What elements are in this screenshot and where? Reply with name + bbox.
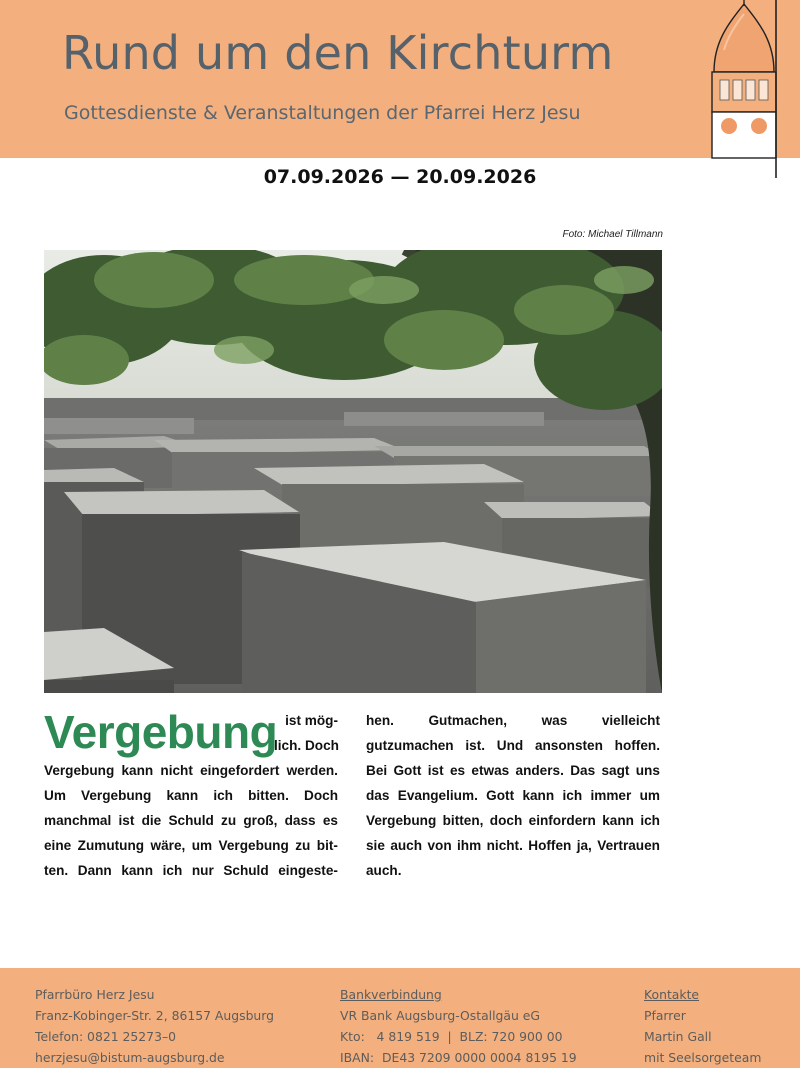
bank-heading: Bankverbindung [340, 987, 442, 1002]
article-line: sie auch von ihm nicht. Hoffen ja, Vertrauen [366, 838, 660, 853]
article-line: lich. Doch [274, 738, 339, 753]
office-phone: Telefon: 0821 25273–0 [35, 1029, 177, 1044]
article-line: ist mög- [285, 713, 338, 728]
article-line: auch. [366, 863, 402, 878]
footer-office [35, 984, 274, 1068]
office-title: Pfarrbüro Herz Jesu [35, 987, 155, 1002]
footer-bank [340, 984, 577, 1068]
article-keyword: Vergebung [44, 706, 278, 758]
article-lead [44, 708, 338, 758]
contact-team: mit Seelsorgeteam [644, 1050, 762, 1065]
contacts-heading: Kontakte [644, 987, 700, 1002]
stone-memorial-photo [44, 250, 662, 693]
article-line: ten. Dann kann ich nur Schuld eingeste- [44, 863, 338, 878]
bank-iban: IBAN: DE43 7209 0000 0004 8195 19 [340, 1050, 577, 1065]
article-line: manchmal ist die Schuld zu groß, dass es [44, 813, 338, 828]
page-title: Rund um den Kirchturm [62, 26, 614, 80]
article-line: Um Vergebung kann ich bitten. Doch [44, 788, 338, 803]
date-range: 07.09.2026 — 20.09.2026 [263, 166, 537, 188]
article-column-2 [366, 708, 660, 883]
article-column-1 [44, 708, 338, 883]
article-line: gutzumachen ist. Und ansonsten hoffen. [366, 738, 660, 753]
article-line: hen. Gutmachen, was vielleicht [366, 713, 660, 728]
bank-account: Kto: 4 819 519 | BLZ: 720 900 00 [340, 1029, 563, 1044]
article-line: das Evangelium. Gott kann ich immer um [366, 788, 660, 803]
article-line: Vergebung bitten, doch einfordern kann ich [366, 813, 660, 828]
church-tower-icon [700, 0, 790, 180]
office-email-link[interactable]: herzjesu@bistum-augsburg.de [35, 1050, 225, 1065]
contact-role: Pfarrer [644, 1008, 686, 1023]
contact-name: Martin Gall [644, 1029, 712, 1044]
article-line: Vergebung kann nicht eingefordert werden. [44, 763, 338, 778]
footer-contacts [644, 984, 761, 1068]
header-banner [0, 0, 800, 158]
bank-name: VR Bank Augsburg-Ostallgäu eG [340, 1008, 541, 1023]
article-line: Bei Gott ist es etwas anders. Das sagt uns [366, 763, 660, 778]
photo-credit: Foto: Michael Tillmann [562, 229, 663, 240]
office-address: Franz-Kobinger-Str. 2, 86157 Augsburg [35, 1008, 275, 1023]
footer [0, 968, 800, 1068]
article-line: eine Zumutung wäre, um Vergebung zu bit- [44, 838, 338, 853]
page-subtitle: Gottesdienste & Veranstaltungen der Pfarrei Herz Jesu [64, 102, 581, 124]
